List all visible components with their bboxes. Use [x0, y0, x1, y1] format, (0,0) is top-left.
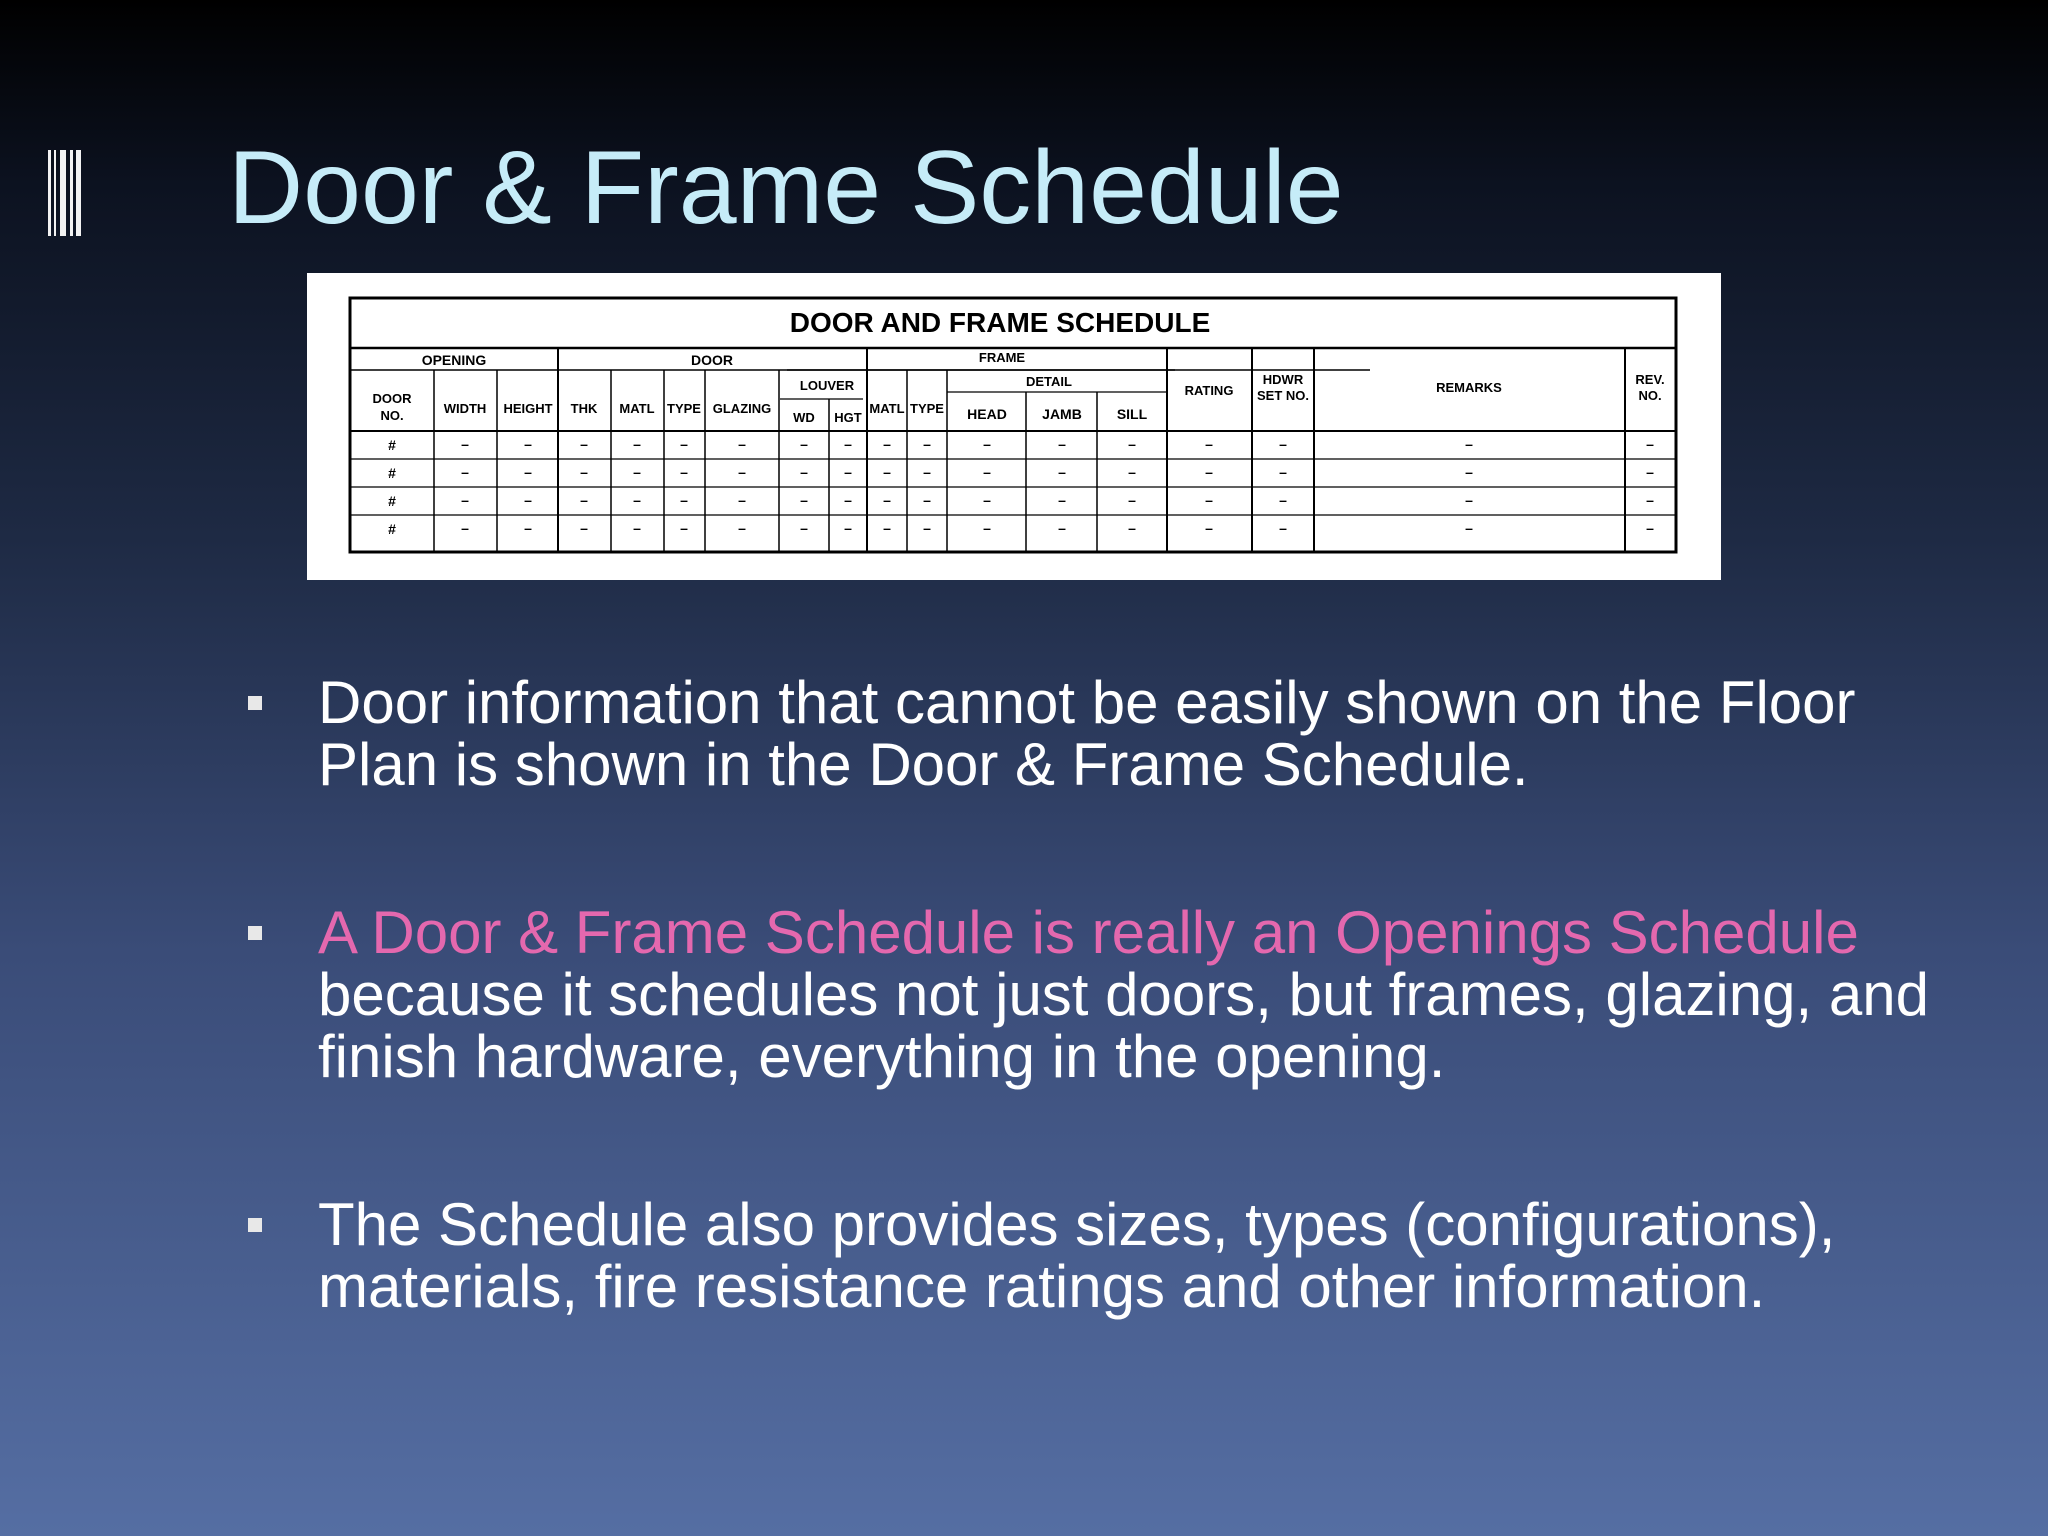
- col-rev: REV.: [1635, 372, 1665, 387]
- empty-cell-marker: –: [461, 492, 469, 508]
- empty-cell-marker: –: [983, 492, 991, 508]
- empty-cell-marker: –: [1205, 492, 1213, 508]
- empty-cell-marker: –: [1128, 520, 1136, 536]
- empty-cell-marker: –: [923, 464, 931, 480]
- bullet-item: [243, 669, 1963, 798]
- group-frame: FRAME: [978, 350, 1026, 365]
- empty-cell-marker: –: [1279, 436, 1287, 452]
- square-bullet-icon: [248, 696, 262, 710]
- square-bullet-icon: [248, 1218, 262, 1232]
- group-door: DOOR: [691, 352, 733, 368]
- group-opening: OPENING: [421, 352, 487, 368]
- col-head: HEAD: [967, 406, 1007, 422]
- empty-cell-marker: –: [983, 520, 991, 536]
- empty-cell-marker: –: [524, 520, 532, 536]
- empty-cell-marker: –: [883, 492, 891, 508]
- empty-cell-marker: –: [633, 520, 641, 536]
- empty-cell-marker: –: [1646, 520, 1654, 536]
- empty-cell-marker: –: [738, 520, 746, 536]
- empty-cell-marker: –: [580, 492, 588, 508]
- empty-cell-marker: –: [1128, 464, 1136, 480]
- empty-cell-marker: –: [524, 436, 532, 452]
- empty-cell-marker: –: [1465, 492, 1473, 508]
- empty-cell-marker: –: [633, 436, 641, 452]
- bullet-text: The Schedule also provides sizes, types (configurations), materials, fire resistance ratings and other information.: [318, 1191, 1836, 1320]
- col-thk: THK: [570, 401, 598, 416]
- empty-cell-marker: –: [800, 436, 808, 452]
- slide-title: Door & Frame Schedule: [228, 130, 1344, 246]
- empty-cell-marker: –: [800, 520, 808, 536]
- empty-cell-marker: –: [844, 436, 852, 452]
- row-number-marker: #: [388, 437, 396, 453]
- bullet-list: [243, 669, 1963, 1320]
- empty-cell-marker: –: [1465, 520, 1473, 536]
- empty-cell-marker: –: [680, 464, 688, 480]
- empty-cell-marker: –: [633, 492, 641, 508]
- empty-cell-marker: –: [1279, 492, 1287, 508]
- empty-cell-marker: –: [633, 464, 641, 480]
- empty-cell-marker: –: [983, 464, 991, 480]
- empty-cell-marker: –: [738, 464, 746, 480]
- col-width: WIDTH: [443, 401, 487, 416]
- col-hdwr-2: SET NO.: [1256, 388, 1310, 403]
- col-door-type: TYPE: [667, 401, 701, 416]
- empty-cell-marker: –: [1128, 492, 1136, 508]
- bullet-text: because it schedules not just doors, but frames, glazing, and finish hardware, everything in the opening.: [318, 961, 1929, 1090]
- col-frame-matl: MATL: [869, 401, 905, 416]
- empty-cell-marker: –: [461, 520, 469, 536]
- empty-cell-marker: –: [1058, 492, 1066, 508]
- empty-cell-marker: –: [580, 436, 588, 452]
- empty-cell-marker: –: [1646, 492, 1654, 508]
- empty-cell-marker: –: [983, 436, 991, 452]
- empty-cell-marker: –: [883, 436, 891, 452]
- group-louver: LOUVER: [799, 378, 855, 393]
- empty-cell-marker: –: [1465, 464, 1473, 480]
- empty-cell-marker: –: [738, 436, 746, 452]
- col-rating: RATING: [1184, 383, 1234, 398]
- square-bullet-icon: [248, 926, 262, 940]
- empty-cell-marker: –: [524, 464, 532, 480]
- empty-cell-marker: –: [883, 464, 891, 480]
- bullet-highlight-text: A Door & Frame Schedule is really an Openings Schedule: [318, 899, 1859, 966]
- empty-cell-marker: –: [1205, 520, 1213, 536]
- col-glazing: GLAZING: [712, 401, 772, 416]
- empty-cell-marker: –: [680, 436, 688, 452]
- empty-cell-marker: –: [1279, 464, 1287, 480]
- empty-cell-marker: –: [844, 464, 852, 480]
- col-door-no: DOOR: [372, 391, 412, 406]
- empty-cell-marker: –: [738, 492, 746, 508]
- empty-cell-marker: –: [461, 464, 469, 480]
- row-number-marker: #: [388, 493, 396, 509]
- empty-cell-marker: –: [800, 492, 808, 508]
- col-hdwr: HDWR: [1262, 372, 1304, 387]
- empty-cell-marker: –: [1465, 436, 1473, 452]
- col-door-no-2: NO.: [380, 408, 404, 423]
- empty-cell-marker: –: [844, 492, 852, 508]
- col-louver-wd: WD: [793, 410, 815, 425]
- door-frame-schedule-image: [307, 273, 1721, 580]
- group-detail: DETAIL: [1026, 374, 1072, 389]
- bullet-text: Door information that cannot be easily shown on the Floor Plan is shown in the Door & Frame Schedule.: [318, 669, 1856, 798]
- schedule-title: DOOR AND FRAME SCHEDULE: [789, 307, 1211, 338]
- slide-edge-marks: [46, 150, 84, 236]
- col-door-matl: MATL: [619, 401, 655, 416]
- empty-cell-marker: –: [1646, 436, 1654, 452]
- empty-cell-marker: –: [1205, 464, 1213, 480]
- empty-cell-marker: –: [680, 520, 688, 536]
- empty-cell-marker: –: [1128, 436, 1136, 452]
- empty-cell-marker: –: [883, 520, 891, 536]
- bullet-item: [243, 899, 1963, 1090]
- empty-cell-marker: –: [1205, 436, 1213, 452]
- col-rev-2: NO.: [1638, 388, 1662, 403]
- col-remarks: REMARKS: [1436, 380, 1502, 395]
- empty-cell-marker: –: [580, 464, 588, 480]
- empty-cell-marker: –: [1058, 520, 1066, 536]
- row-number-marker: #: [388, 465, 396, 481]
- empty-cell-marker: –: [800, 464, 808, 480]
- empty-cell-marker: –: [844, 520, 852, 536]
- empty-cell-marker: –: [923, 436, 931, 452]
- col-frame-type: TYPE: [910, 401, 944, 416]
- empty-cell-marker: –: [580, 520, 588, 536]
- bullet-item: [243, 1191, 1963, 1320]
- col-sill: SILL: [1116, 406, 1148, 422]
- col-height: HEIGHT: [503, 401, 553, 416]
- empty-cell-marker: –: [1279, 520, 1287, 536]
- col-jamb: JAMB: [1042, 406, 1082, 422]
- empty-cell-marker: –: [680, 492, 688, 508]
- empty-cell-marker: –: [923, 492, 931, 508]
- empty-cell-marker: –: [923, 520, 931, 536]
- empty-cell-marker: –: [1058, 464, 1066, 480]
- col-louver-hgt: HGT: [834, 410, 862, 425]
- empty-cell-marker: –: [1646, 464, 1654, 480]
- empty-cell-marker: –: [524, 492, 532, 508]
- row-number-marker: #: [388, 521, 396, 537]
- empty-cell-marker: –: [461, 436, 469, 452]
- empty-cell-marker: –: [1058, 436, 1066, 452]
